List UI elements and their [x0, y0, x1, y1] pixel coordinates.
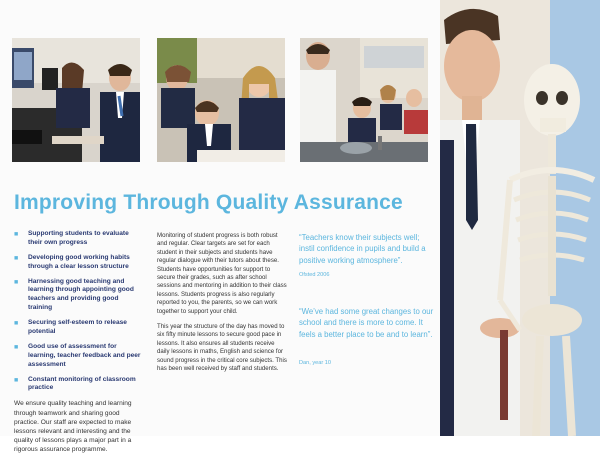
- list-item: ■ Developing good working habits through a clear lesson structure: [14, 253, 130, 270]
- bullet-icon: ■: [14, 320, 19, 328]
- bullet-list: [14, 230, 142, 393]
- computer-room-photo: [12, 38, 140, 162]
- list-item: ■ Securing self-esteem to release potential: [14, 319, 127, 336]
- student-quote-source: Dan, year 10: [299, 360, 332, 366]
- bullet-icon: ■: [14, 278, 19, 286]
- student-with-skeleton-photo: [440, 0, 600, 436]
- ofsted-quote-source: Ofsted 2006: [299, 272, 330, 278]
- list-item: ■ Good use of assessment for learning, teacher feedback and peer assessment: [14, 342, 141, 368]
- progress-text-column: [157, 232, 287, 381]
- bullet-icon: ■: [14, 343, 19, 351]
- bullet-column: [14, 230, 142, 455]
- ofsted-quote: “Teachers know their subjects well; instil confidence in pupils and build a positive working atmosphere”.: [299, 233, 426, 265]
- list-item: ■ Harnessing good teaching and learning through appointing good teachers and providing good training: [14, 277, 134, 312]
- structure-paragraph: This year the structure of the day has moved to six fifty minute lessons to secure good pace in lessons. It also ensures all students receive daily lessons in maths, English and science for sound progress in the critical core subjects. This has been well received by staff and students.: [157, 323, 287, 373]
- classroom-photo: [157, 38, 285, 162]
- section-title: Improving Through Quality Assurance: [14, 191, 403, 214]
- bullet-icon: ■: [14, 231, 19, 238]
- student-quote: “We’ve had some great changes to our school and there is more to come. It feels a better place to be and to learn”.: [299, 307, 434, 339]
- bullet-icon: ■: [14, 254, 19, 262]
- monitoring-paragraph: Monitoring of student progress is both robust and regular. Clear targets are set for each student in their subjects and students have regular dialogue with their tutors about these. Students have opportunities for support to secure their grades, such as after school sessions and mentoring in addition to their class lessons. Students progress is also regularly reported to you, the parents, so we can work together to support your child.: [157, 232, 287, 315]
- intro-paragraph: We ensure quality teaching and learning through teamwork and sharing good practice. Our staff are expected to make lessons relevant and interesting and the quality of lessons plays a major part in a rigorous assurance programme.: [14, 400, 132, 454]
- science-lab-photo: [300, 38, 428, 162]
- bullet-icon: ■: [14, 376, 19, 384]
- list-item: ■ Supporting students to evaluate their own progress: [14, 230, 129, 246]
- list-item: ■ Constant monitoring of classroom practice: [14, 375, 136, 392]
